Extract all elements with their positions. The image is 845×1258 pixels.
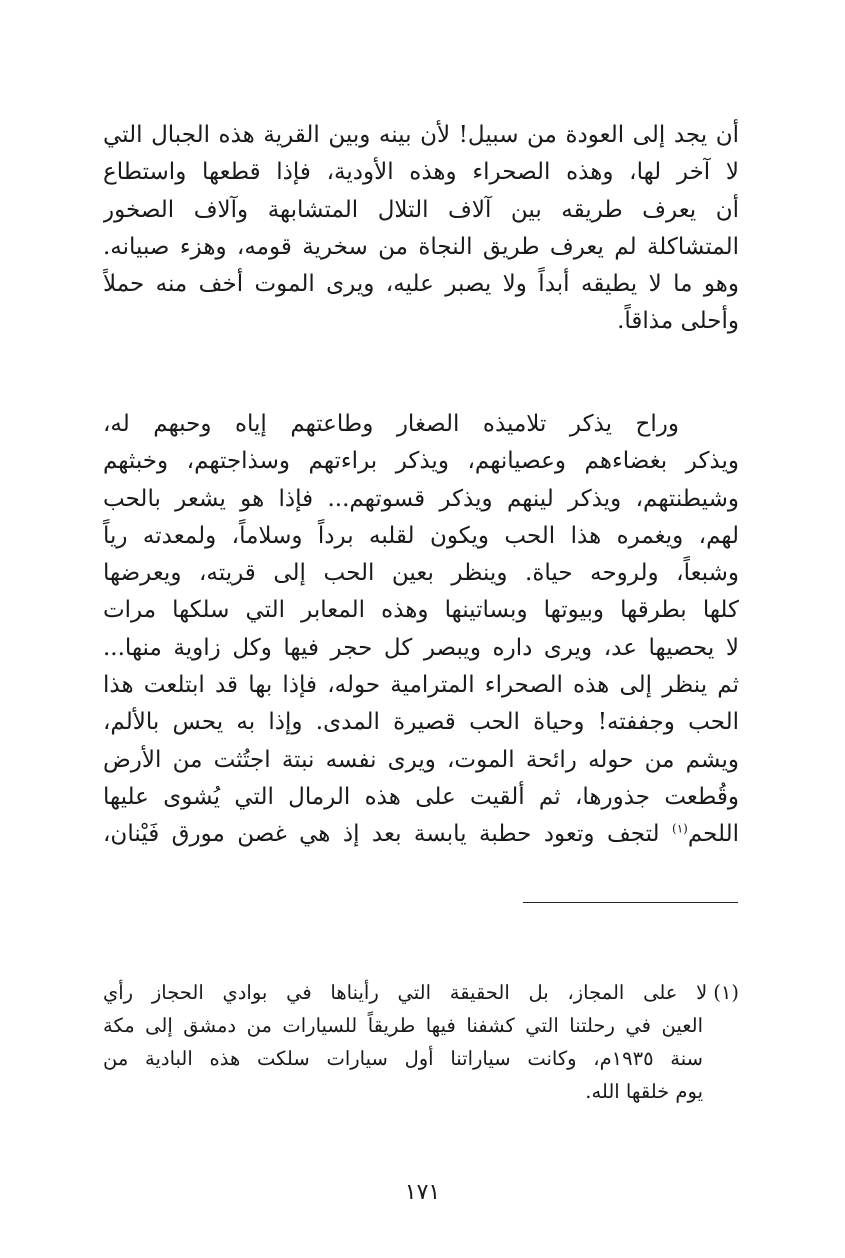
text-line: كلها بطرقها وبيوتها وبساتينها وهذه المعابر التي سلكها مرات xyxy=(103,597,739,624)
text-line: الحب وجففته! وحياة الحب قصيرة المدى. وإذا به يحس بالألم، xyxy=(103,709,739,736)
footnote-line: سنة ١٩٣٥م، وكانت سياراتنا أول سيارات سلكت هذه البادية من xyxy=(103,1047,703,1070)
text-line: وشبعاً، ولروحه حياة. وينظر بعين الحب إلى قريته، ويعرضها xyxy=(103,560,739,587)
text-line: لا آخر لها، وهذه الصحراء وهذه الأودية، فإذا قطعها واستطاع xyxy=(103,159,739,186)
paragraph-2 xyxy=(103,406,739,854)
text-line: ثم ينظر إلى هذه الصحراء المترامية حوله، فإذا بها قد ابتلعت هذا xyxy=(103,672,739,699)
text-line: لا يحصيها عد، ويرى داره ويبصر كل حجر فيها وكل زاوية منها... xyxy=(103,634,739,661)
footnote-line xyxy=(103,976,739,1009)
text-line: وأحلى مذاقاً. xyxy=(617,308,739,335)
footnote-divider xyxy=(523,902,738,903)
footnote xyxy=(103,976,739,1108)
text-line: أن يجد إلى العودة من سبيل! لأن بينه وبين القرية هذه الجبال التي xyxy=(103,122,739,148)
text-fragment: لتجف وتعود حطبة يابسة بعد إذ هي غصن مورق فَيْنان، xyxy=(103,821,672,848)
page-number: ١٧١ xyxy=(404,1180,441,1205)
footnote-reference[interactable]: (١) xyxy=(672,821,688,836)
footnote-line: يوم خلقها الله. xyxy=(585,1080,703,1103)
text-fragment: اللحم xyxy=(687,821,739,848)
text-line: وشيطنتهم، ويذكر لينهم ويذكر قسوتهم... فإذا هو يشعر بالحب xyxy=(103,485,739,512)
footnote-text: لا على المجاز، بل الحقيقة التي رأيناها في بوادي الحجاز رأي xyxy=(103,981,708,1004)
footnote-line: العين في رحلتنا التي كشفنا فيها طريقاً للسيارات من دمشق إلى مكة xyxy=(103,1014,703,1037)
text-line: لهم، ويغمره هذا الحب ويكون لقلبه برداً وسلاماً، ولمعدته رياً xyxy=(103,522,739,549)
text-line: ويذكر بغضاءهم وعصيانهم، ويذكر براءتهم وسذاجتهم، وخبثهم xyxy=(103,448,739,475)
paragraph-1 xyxy=(103,117,739,341)
text-line: أن يعرف طريقه بين آلاف التلال المتشابهة وآلاف الصخور xyxy=(103,196,739,223)
text-line: وهو ما لا يطيقه أبداً ولا يصبر عليه، ويرى الموت أخف منه حملاً xyxy=(103,271,739,298)
text-line-with-footnote-ref xyxy=(103,816,739,853)
text-line: ويشم من حوله رائحة الموت، ويرى نفسه نبتة اجتُثت من الأرض xyxy=(103,746,739,773)
footnote-number: (١) xyxy=(713,981,739,1004)
text-line: وقُطعت جذورها، ثم ألقيت على هذه الرمال التي يُشوى عليها xyxy=(103,783,739,810)
text-line: وراح يذكر تلاميذه الصغار وطاعتهم إياه وحبهم له، xyxy=(103,411,679,437)
text-line: المتشاكلة لم يعرف طريق النجاة من سخرية قومه، وهزء صبيانه. xyxy=(103,233,739,260)
